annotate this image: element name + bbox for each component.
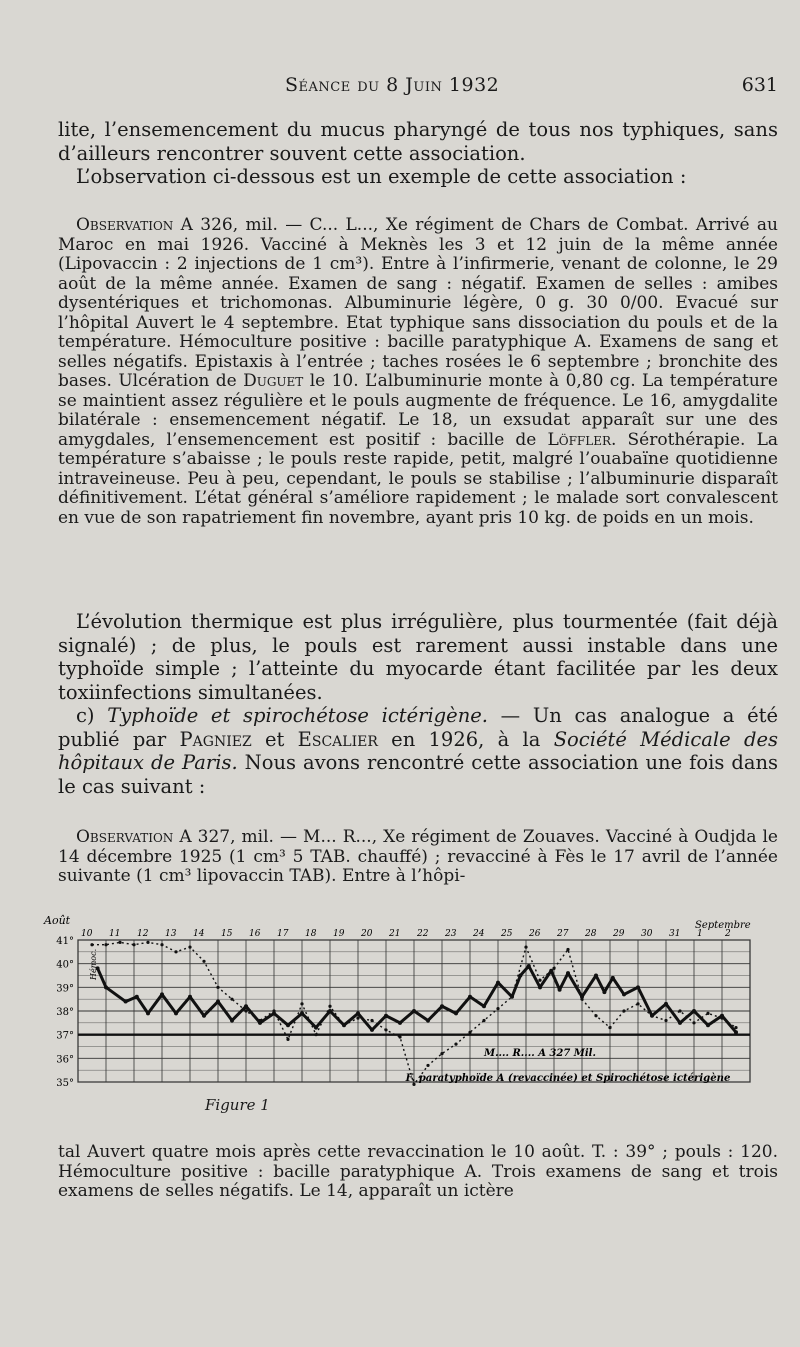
x-tick-label: 24 xyxy=(473,929,485,939)
pulse-point xyxy=(272,1009,275,1012)
temperature-point xyxy=(440,1004,444,1008)
temperature-point xyxy=(678,1021,682,1025)
temperature-point xyxy=(706,1023,710,1027)
temperature-point xyxy=(398,1021,402,1025)
pulse-point xyxy=(90,943,93,946)
temperature-point xyxy=(664,1002,668,1006)
pulse-point xyxy=(454,1043,457,1046)
discussion-text-d: Nous avons rencontré cette association une fois dans le cas suivant : xyxy=(58,751,779,798)
pulse-point xyxy=(636,1002,639,1005)
observation-326 xyxy=(58,216,778,528)
temperature-point xyxy=(188,995,192,999)
pulse-point xyxy=(384,1028,387,1031)
temperature-point xyxy=(300,1011,304,1015)
discussion-text xyxy=(58,610,778,798)
pulse-point xyxy=(440,1052,443,1055)
pulse-point xyxy=(188,946,191,949)
x-tick-label: 15 xyxy=(221,929,233,939)
temperature-point xyxy=(527,964,531,968)
page-header xyxy=(0,74,800,104)
x-tick-label: 26 xyxy=(529,929,541,939)
pulse-point xyxy=(216,986,219,989)
pulse-point xyxy=(286,1038,289,1041)
temperature-point xyxy=(230,1018,234,1022)
temperature-point xyxy=(174,1011,178,1015)
temperature-point xyxy=(496,981,500,985)
y-tick-label: 36° xyxy=(56,1054,74,1066)
diagnosis-label: F. paratyphoïde A (revaccinée) et Spirochétose ictérigène xyxy=(404,1072,731,1084)
x-tick-label: 19 xyxy=(333,929,345,939)
temperature-point xyxy=(286,1023,290,1027)
pulse-point xyxy=(580,998,583,1001)
x-tick-label: 2 xyxy=(725,929,731,939)
pulse-point xyxy=(650,1014,653,1017)
month-label-september: Septembre xyxy=(695,920,751,931)
temperature-chart-figure xyxy=(40,912,770,1122)
society-name: Société Médicale des hôpitaux de Paris. xyxy=(58,727,778,774)
x-tick-label: 12 xyxy=(137,929,149,939)
temperature-point xyxy=(356,1011,360,1015)
continuation-text xyxy=(58,1143,778,1202)
patient-label: M.... R.... A 327 Mil. xyxy=(484,1047,596,1059)
temperature-point xyxy=(160,992,164,996)
temperature-point xyxy=(135,995,139,999)
temperature-point xyxy=(622,992,626,996)
discussion-paragraph-2 xyxy=(58,704,778,798)
x-tick-label: 27 xyxy=(557,929,569,939)
intro-text xyxy=(58,118,778,189)
discussion-text-a: — Un cas analogue a été publié par xyxy=(58,704,778,751)
y-tick-label: 40° xyxy=(56,959,74,971)
temperature-point xyxy=(734,1030,738,1034)
x-tick-label: 30 xyxy=(641,929,653,939)
pulse-point xyxy=(328,1005,331,1008)
pulse-point xyxy=(300,1002,303,1005)
x-tick-label: 22 xyxy=(417,929,429,939)
author-duguet: Duguet xyxy=(243,371,304,391)
observation-327-text: A 327, mil. — M... R..., Xe régiment de Zouaves. Vacciné à Oudjda le 14 décembre 1925 (1 cm³ 5 TAB. chauffé) ; revacciné à Fès le 17 avril de l’année suivante (1 cm³ lipovaccin TAB). Entre à l’hôpi- xyxy=(58,827,778,886)
temperature-point xyxy=(566,971,570,975)
x-tick-label: 23 xyxy=(445,929,457,939)
observation-327 xyxy=(58,828,778,887)
figure-caption: Figure 1 xyxy=(205,1096,270,1114)
temperature-point xyxy=(518,974,522,978)
pulse-point xyxy=(608,1026,611,1029)
temperature-point xyxy=(124,1000,128,1004)
temperature-point xyxy=(412,1009,416,1013)
observation-326-text-1: A 326, mil. — C... L..., Xe régiment de Chars de Combat. Arrivé au Maroc en mai 1926. Vacciné à Meknès les 3 et 12 juin de la même année (Lipovaccin : 2 injections de 1 cm³). Entre à l’infirmerie, venant de colonne, le 29 août de la même année. Examen de sang : négatif. Examen de selles : amibes dysentériques et trichomonas. Albuminurie légère, 0 g. 30 0/00. Evacué sur l’hôpital Auvert le 4 septembre. Etat typhique sans dissociation du pouls et de la température. Hémoculture positive : bacille paratyphique A. Examens de sang et selles négatifs. Epistaxis à l’entrée ; taches rosées le 6 septembre ; bronchite des bases. Ulcération de xyxy=(58,215,778,391)
discussion-text-c: en 1926, à la xyxy=(377,727,554,751)
pulse-point xyxy=(496,1007,499,1010)
discussion-paragraph-1: L’évolution thermique est plus irrégulière, plus tourmentée (fait déjà signalé) ; de plus, le pouls est rarement aussi instable dans une typhoïde simple ; l’atteinte du myocarde étant facilitée par les deux toxiinfections simultanées. xyxy=(58,610,778,704)
pulse-point xyxy=(146,941,149,944)
temperature-point xyxy=(611,976,615,980)
running-head: Séance du 8 Juin 1932 xyxy=(285,74,500,96)
pulse-point xyxy=(230,998,233,1001)
continuation-paragraph xyxy=(58,1143,778,1202)
pulse-point xyxy=(594,1014,597,1017)
observation-327-paragraph xyxy=(58,828,778,887)
y-tick-label: 41° xyxy=(56,936,74,947)
x-tick-label: 31 xyxy=(669,929,681,939)
pulse-point xyxy=(426,1064,429,1067)
pulse-point xyxy=(482,1019,485,1022)
temperature-point xyxy=(328,1009,332,1013)
pulse-point xyxy=(706,1012,709,1015)
x-tick-label: 1 xyxy=(697,929,703,939)
pulse-point xyxy=(118,941,121,944)
observation-326-paragraph xyxy=(58,216,778,528)
temperature-point xyxy=(384,1014,388,1018)
x-tick-label: 17 xyxy=(277,929,289,939)
temperature-point xyxy=(202,1014,206,1018)
temperature-point xyxy=(602,990,606,994)
y-tick-label: 38° xyxy=(56,1007,74,1018)
author-escalier: Escalier xyxy=(297,727,378,751)
pulse-point xyxy=(258,1019,261,1022)
temperature-point xyxy=(314,1026,318,1030)
x-tick-label: 29 xyxy=(613,929,625,939)
temperature-point xyxy=(244,1004,248,1008)
x-tick-label: 20 xyxy=(361,929,373,939)
pulse-point xyxy=(552,967,555,970)
y-tick-label: 37° xyxy=(56,1030,74,1042)
chart-ticks xyxy=(56,929,731,1089)
temperature-point xyxy=(216,1000,220,1004)
continuation-text-body: tal Auvert quatre mois après cette revaccination le 10 août. T. : 39° ; pouls : 120. Hémoculture positive : bacille paratyphique A. Trois examens de sang et trois examens de selles négatifs. Le 14, apparaît un ictère xyxy=(58,1142,778,1201)
temperature-chart xyxy=(40,912,770,1096)
x-tick-label: 18 xyxy=(305,929,317,939)
pulse-point xyxy=(104,943,107,946)
pulse-point xyxy=(566,948,569,951)
pulse-point xyxy=(720,1017,723,1020)
intro-paragraph-2: L’observation ci-dessous est un exemple de cette association : xyxy=(76,165,687,188)
intro-paragraph-1: lite, l’ensemencement du mucus pharyngé de tous nos typhiques, sans d’ailleurs rencontrer souvent cette association. xyxy=(58,118,778,165)
observation-326-text-2: le 10. L’albuminurie monte à 0,80 cg. La température se maintient assez régulière et le pouls augmente de fréquence. Le 16, amygdalite bilatérale : ensemencement négatif. Le 18, un exsudat apparaît sur une des amygdales, l’ensemencement est positif : bacille de xyxy=(58,371,778,450)
page-number: 631 xyxy=(741,74,778,96)
section-marker: c) xyxy=(76,704,108,727)
pulse-point xyxy=(622,1009,625,1012)
x-tick-label: 10 xyxy=(81,929,93,939)
x-tick-label: 21 xyxy=(389,929,401,939)
month-label-august: Août xyxy=(44,914,71,927)
pulse-point xyxy=(342,1024,345,1027)
pulse-point xyxy=(314,1033,317,1036)
pulse-point xyxy=(160,943,163,946)
pulse-point xyxy=(370,1019,373,1022)
y-tick-label: 39° xyxy=(56,983,74,995)
x-tick-label: 11 xyxy=(109,929,121,939)
x-tick-label: 14 xyxy=(193,929,205,939)
temperature-point xyxy=(482,1004,486,1008)
temperature-point xyxy=(558,988,562,992)
x-tick-label: 28 xyxy=(585,929,597,939)
hemoculture-label: Hémoc. xyxy=(89,948,98,980)
pulse-point xyxy=(734,1026,737,1029)
temperature-point xyxy=(594,974,598,978)
section-title: Typhoïde et spirochétose ictérigène. xyxy=(107,704,488,727)
pulse-point xyxy=(538,979,541,982)
x-tick-label: 16 xyxy=(249,929,261,939)
pulse-point xyxy=(524,946,527,949)
observation-label: Observation xyxy=(76,215,174,235)
pulse-point xyxy=(510,995,513,998)
temperature-point xyxy=(104,985,108,989)
pulse-point xyxy=(244,1009,247,1012)
temperature-point xyxy=(692,1009,696,1013)
y-tick-label: 35° xyxy=(56,1078,74,1089)
pulse-point xyxy=(692,1021,695,1024)
pulse-point xyxy=(398,1035,401,1038)
pulse-point xyxy=(202,960,205,963)
x-tick-label: 25 xyxy=(501,929,513,939)
pulse-point xyxy=(174,950,177,953)
discussion-text-b: et xyxy=(251,727,298,751)
pulse-point xyxy=(356,1017,359,1020)
author-pagniez: Pagniez xyxy=(179,727,252,751)
pulse-point xyxy=(664,1019,667,1022)
temperature-point xyxy=(146,1011,150,1015)
observation-label: Observation xyxy=(76,827,174,847)
pulse-point xyxy=(678,1009,681,1012)
author-loffler: Löffler xyxy=(547,429,611,450)
temperature-point xyxy=(370,1028,374,1032)
temperature-point xyxy=(538,985,542,989)
temperature-point xyxy=(454,1011,458,1015)
temperature-point xyxy=(468,995,472,999)
pulse-point xyxy=(468,1031,471,1034)
temperature-point xyxy=(636,985,640,989)
pulse-point xyxy=(132,943,135,946)
observation-326-text-3: . Sérothérapie. La température s’abaisse ; le pouls reste rapide, petit, malgré l’ouabaïne quotidienne intraveineuse. Peu à peu, cependant, le pouls se stabilise ; l’albuminurie disparaît définitivement. L’état général s’améliore rapidement ; le malade sort convalescent en vue de son rapatriement fin novembre, ayant pris 10 kg. de poids en un mois. xyxy=(58,429,778,528)
x-tick-label: 13 xyxy=(165,929,177,939)
temperature-point xyxy=(426,1018,430,1022)
